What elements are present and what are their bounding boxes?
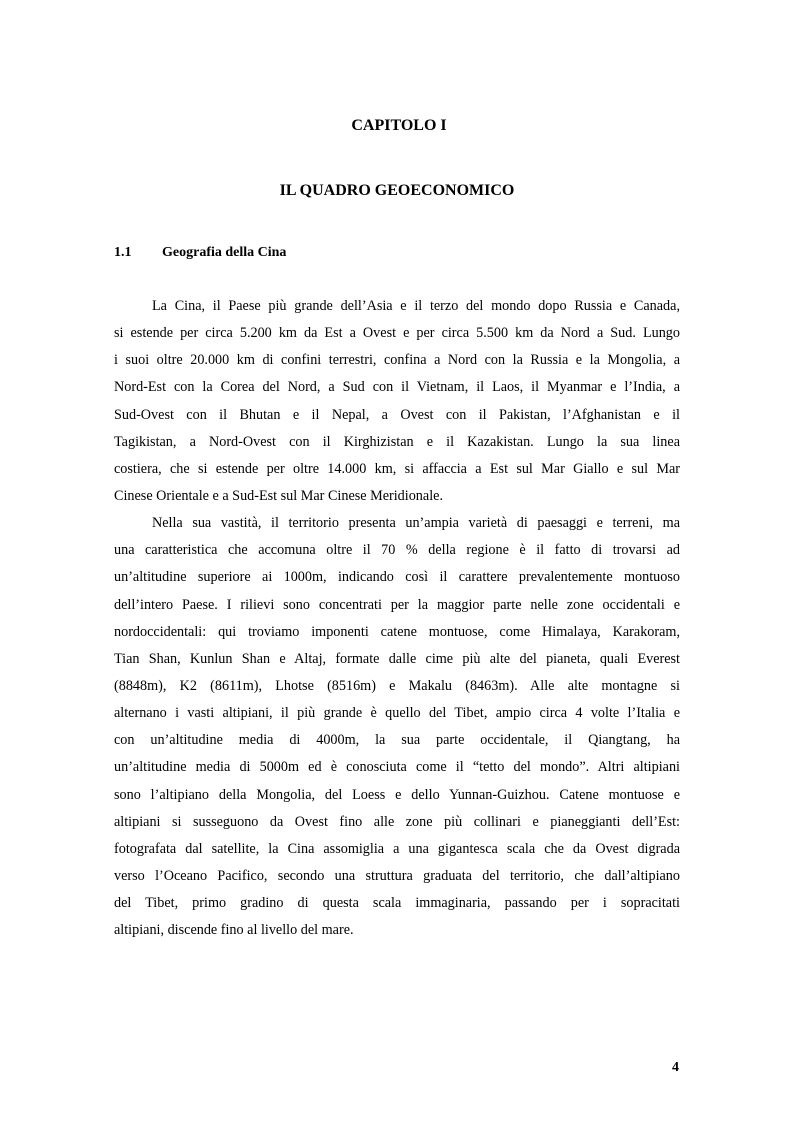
text-line: La Cina, il Paese più grande dell’Asia e il terzo del mondo dopo Russia e Canada,	[152, 298, 680, 314]
text-line: Tagikistan, a Nord-Ovest con il Kirghizistan e il Kazakistan. Lungo la sua linea	[114, 433, 680, 450]
text-line: dell’intero Paese. I rilievi sono concentrati per la maggior parte nelle zone occidentali e	[114, 596, 680, 613]
page-number: 4	[672, 1060, 679, 1075]
text-line: un’altitudine superiore ai 1000m, indicando così il carattere prevalentemente montuoso	[114, 569, 680, 586]
text-line: un’altitudine media di 5000m ed è conosciuta come il “tetto del mondo”. Altri altipiani	[114, 759, 680, 776]
text-line: Cinese Orientale e a Sud-Est sul Mar Cinese Meridionale.	[114, 487, 443, 504]
text-line: Tian Shan, Kunlun Shan e Altaj, formate dalle cime più alte del pianeta, quali Everest	[114, 650, 680, 667]
text-line: altipiani si susseguono da Ovest fino alle zone più collinari e pianeggianti dell’Est:	[114, 813, 680, 830]
chapter-title: IL QUADRO GEOECONOMICO	[279, 182, 515, 199]
section-number: 1.1	[114, 245, 132, 260]
text-line: costiera, che si estende per oltre 14.000 km, si affaccia a Est sul Mar Giallo e sul Mar	[114, 460, 680, 477]
text-line: Nella sua vastità, il territorio presenta un’ampia varietà di paesaggi e terreni, ma	[152, 515, 680, 532]
text-line: i suoi oltre 20.000 km di confini terrestri, confina a Nord con la Russia e la Mongolia, a	[114, 352, 680, 369]
section-title: Geografia della Cina	[162, 245, 287, 260]
text-line: si estende per circa 5.200 km da Est a Ovest e per circa 5.500 km da Nord a Sud. Lungo	[114, 325, 680, 342]
text-line: con un’altitudine media di 4000m, la sua parte occidentale, il Qiangtang, ha	[114, 732, 680, 749]
text-line: Sud-Ovest con il Bhutan e il Nepal, a Ovest con il Pakistan, l’Afghanistan e il	[114, 406, 680, 423]
body-text	[114, 296, 680, 947]
text-line: verso l’Oceano Pacifico, secondo una struttura graduata del territorio, che dall’altipiano	[114, 867, 680, 884]
text-line: sono l’altipiano della Mongolia, del Loess e dello Yunnan-Guizhou. Catene montuose e	[114, 786, 680, 803]
text-line: (8848m), K2 (8611m), Lhotse (8516m) e Makalu (8463m). Alle alte montagne si	[114, 677, 680, 694]
text-line: del Tibet, primo gradino di questa scala immaginaria, passando per i sopracitati	[114, 895, 680, 912]
text-line: altipiani, discende fino al livello del mare.	[114, 922, 354, 939]
text-line: fotografata dal satellite, la Cina assomiglia a una gigantesca scala che da Ovest digrada	[114, 840, 680, 857]
text-line: nordoccidentali: qui troviamo imponenti catene montuose, come Himalaya, Karakoram,	[114, 623, 680, 640]
text-line: alternano i vasti altipiani, il più grande è quello del Tibet, ampio circa 4 volte l’Italia e	[114, 705, 680, 722]
chapter-label: CAPITOLO I	[351, 117, 447, 134]
text-line: una caratteristica che accomuna oltre il 70 % della regione è il fatto di trovarsi ad	[114, 542, 680, 559]
section-heading	[114, 243, 286, 263]
text-line: Nord-Est con la Corea del Nord, a Sud con il Vietnam, il Laos, il Myanmar e l’India, a	[114, 379, 680, 396]
